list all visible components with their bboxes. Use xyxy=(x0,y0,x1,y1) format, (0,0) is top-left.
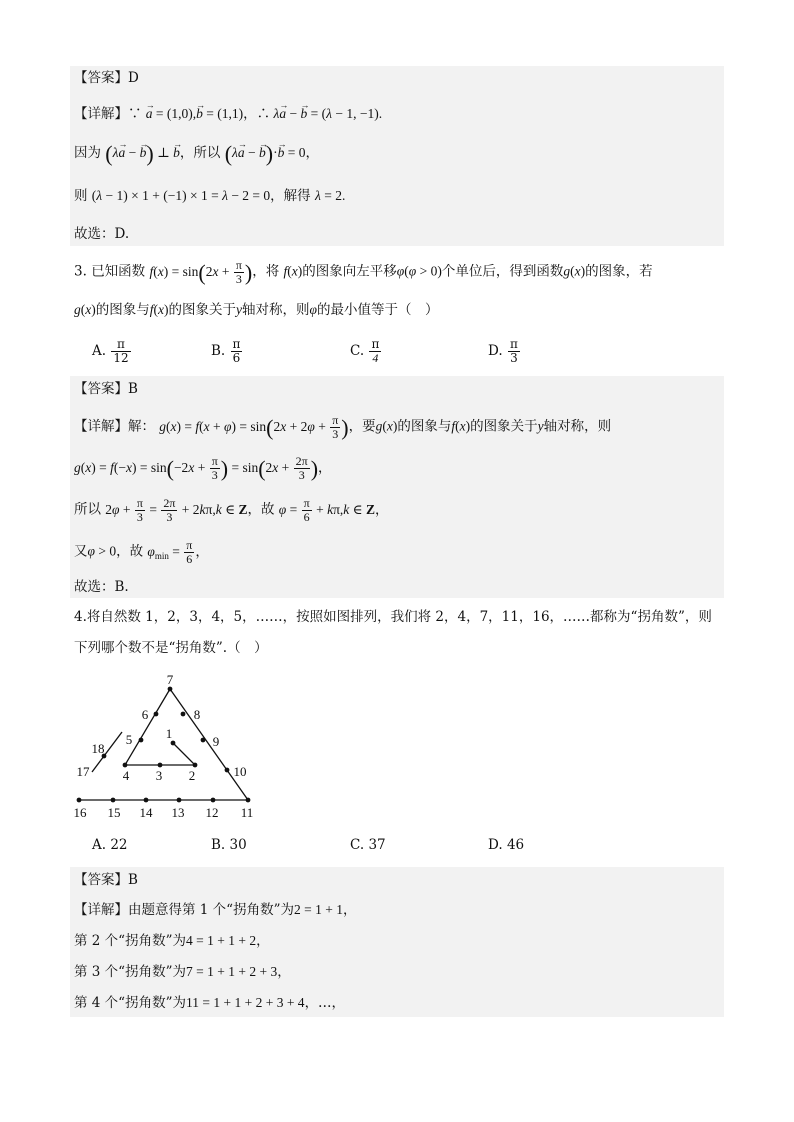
q2-choose-line: 故选：D. xyxy=(74,226,130,242)
q3-detail-line-2 xyxy=(74,455,332,482)
g-definition: g(x) = f(x + φ) = sin(2x + 2φ + $\frac{\pi}{3}$ ) xyxy=(159,413,349,441)
q3-option-d: D. $\frac{\pi}{3}$ xyxy=(488,337,518,365)
number-spiral-figure xyxy=(70,672,270,822)
detail-tag: 【详解】 xyxy=(74,106,128,122)
q3-choose-line: 故选：B. xyxy=(74,579,129,595)
q2-answer-line xyxy=(74,68,139,88)
figure-label-10: 10 xyxy=(233,764,247,779)
figure-label-18: 18 xyxy=(91,741,105,756)
q4-stem-line-2: 下列哪个数不是“拐角数”.（ ） xyxy=(74,640,268,656)
q3-stem-line-1: 3. 已知函数 f(x) = sin(2x + $\frac{\pi}{3}$ )，将 f(x)的图象向左平移φ(φ > 0)个单位后，得到函数g(x)的图象，若 xyxy=(74,258,653,286)
q4-stem-line-1: 4.将自然数 1，2，3，4，5，……，按照如图排列，我们将 2，4，7，11，16，……都称为“拐角数”，则 xyxy=(74,609,712,625)
q4-option-c: C. 37 xyxy=(350,837,386,853)
q4-option-d: D. 46 xyxy=(488,837,525,853)
figure-label-1: 1 xyxy=(165,726,173,741)
figure-label-15: 15 xyxy=(107,805,121,820)
phase-min: $\varphi_{min}$ = $\frac{\pi}{6}$ ， xyxy=(147,538,209,566)
figure-label-3: 3 xyxy=(155,768,163,783)
q4-option-a: A. 22 xyxy=(92,837,128,853)
figure-label-17: 17 xyxy=(76,764,90,779)
equation-expression: (λ − 1) × 1 + (−1) × 1 = λ − 2 = 0 xyxy=(91,188,271,203)
figure-label-13: 13 xyxy=(171,805,185,820)
function-f-definition: f(x) = sin(2x + $\frac{\pi}{3}$ ) xyxy=(149,258,253,286)
q2-detail-line-3: 则 (λ − 1) × 1 + (−1) × 1 = λ − 2 = 0，解得 λ = 2. xyxy=(74,188,346,204)
figure-label-4: 4 xyxy=(122,768,130,783)
figure-label-12: 12 xyxy=(205,805,219,820)
q4-detail-line-4: 第 4 个“拐角数”为11 = 1 + 1 + 2 + 3 + 4，…， xyxy=(74,995,346,1011)
dot-product-expression: (λ→ a − → b)·→ b = 0， xyxy=(225,145,319,160)
q4-detail-line-3: 第 3 个“拐角数”为7 = 1 + 1 + 2 + 3， xyxy=(74,964,291,980)
perpendicular-expression: (λ→ a − → b) ⊥ → b xyxy=(105,145,180,160)
figure-label-14: 14 xyxy=(139,805,153,820)
figure-label-6: 6 xyxy=(141,707,149,722)
q2-detail-line-2: 因为 (λ→ a − → b) ⊥ → b，所以 (λ→ a − → b)·→ b = 0， xyxy=(74,143,319,164)
answer-tag: 【答案】 xyxy=(74,70,128,86)
q4-answer-line: 【答案】B xyxy=(74,872,138,888)
q3-option-a: A. $\frac{\pi}{12}$ xyxy=(92,337,129,365)
vector-expression: → a = (1,0),→ b = (1,1)，∴ λ→ a − → b = (λ − 1, −1). xyxy=(146,106,382,121)
q4-option-b: B. 30 xyxy=(211,837,247,853)
figure-label-7: 7 xyxy=(166,672,174,687)
q3-answer-line: 【答案】B xyxy=(74,381,138,397)
solution-expression: λ = 2. xyxy=(314,188,346,203)
q4-detail-line-1: 【详解】由题意得第 1 个“拐角数”为2 = 1 + 1， xyxy=(74,902,357,918)
figure-label-16: 16 xyxy=(73,805,87,820)
figure-label-5: 5 xyxy=(125,732,133,747)
figure-label-2: 2 xyxy=(188,768,196,783)
figure-label-9: 9 xyxy=(212,734,220,749)
q3-detail-line-1: 【详解】解： g(x) = f(x + φ) = sin(2x + 2φ + $\frac{\pi}{3}$ )，要g(x)的图象与f(x)的图象关于y轴对称，则 xyxy=(74,413,612,441)
figure-label-11: 11 xyxy=(240,805,254,820)
q3-detail-line-3: 所以 2φ + $\frac{\pi}{3}$ = $\frac{2\pi}{3}$ + 2kπ,k ∈ Z，故 φ = $\frac{\pi}{6}$ + kπ,k ∈ Z， xyxy=(74,496,389,524)
q3-detail-line-4: 又φ > 0，故 $\varphi_{min}$ = $\frac{\pi}{6}$ ， xyxy=(74,538,209,566)
q3-stem-line-2: g(x)的图象与f(x)的图象关于y轴对称，则φ的最小值等于（ ） xyxy=(74,302,439,318)
q3-option-b: B. $\frac{\pi}{6}$ xyxy=(211,337,241,365)
phase-equation: 2φ + $\frac{\pi}{3}$ = $\frac{2\pi}{3}$ + 2kπ,k ∈ Z xyxy=(105,496,248,524)
figure-label-8: 8 xyxy=(193,707,201,722)
q4-detail-line-2: 第 2 个“拐角数”为4 = 1 + 1 + 2， xyxy=(74,933,270,949)
phase-solution: φ = $\frac{\pi}{6}$ + kπ,k ∈ Z， xyxy=(278,496,389,524)
symmetry-expression: g(x) = f(−x) = sin(−2x + $\frac{\pi}{3}$ ) = sin(2x + $\frac{2\pi}{3}$ )， xyxy=(74,454,332,482)
q2-detail-line-1: 【详解】∵ → a = (1,0),→ b = (1,1)，∴ λ→ a − → b = (λ − 1, −1). xyxy=(74,104,382,124)
answer-value: D xyxy=(128,70,139,86)
q3-option-c: C. $\frac{\pi}{4}$ xyxy=(350,337,380,365)
